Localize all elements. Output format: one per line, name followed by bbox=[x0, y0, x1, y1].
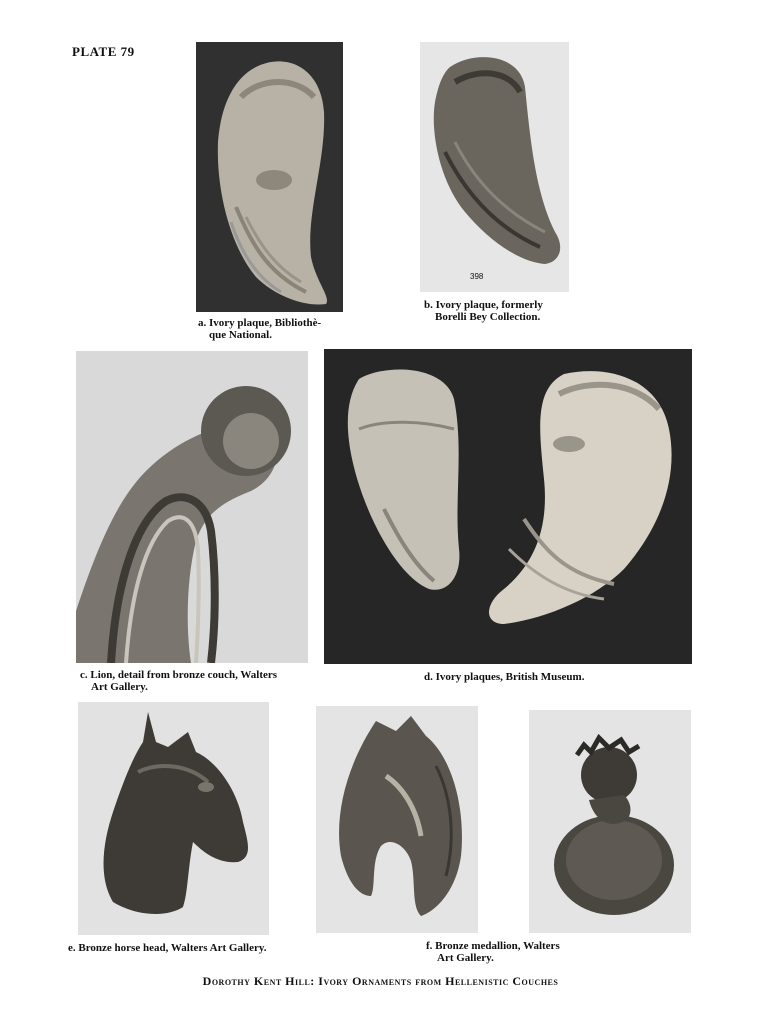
caption-b: b. Ivory plaque, formerly Borelli Bey Collection. bbox=[424, 299, 543, 323]
caption-a: a. Ivory plaque, Bibliothè- que National. bbox=[198, 317, 322, 341]
photo-f-bronze-horse-head-rear bbox=[316, 706, 478, 933]
photo-d-ivory-plaques bbox=[324, 349, 692, 664]
photo-e-bronze-horse-head bbox=[78, 702, 269, 935]
plate-number: PLATE 79 bbox=[72, 44, 135, 59]
photo-a-ivory-plaque bbox=[196, 42, 343, 312]
photo-b-number: 398 bbox=[470, 272, 484, 281]
caption-f: f. Bronze medallion, Walters Art Gallery. bbox=[426, 940, 560, 964]
caption-c: c. Lion, detail from bronze couch, Walters Art Gallery. bbox=[80, 669, 278, 693]
page-footer-title: Dorothy Kent Hill: Ivory Ornaments from Hellenistic Couches bbox=[202, 974, 559, 988]
caption-e: e. Bronze horse head, Walters Art Gallery. bbox=[68, 942, 267, 954]
photo-c-bronze-lion bbox=[76, 351, 308, 663]
photo-b-ivory-plaque bbox=[420, 42, 569, 292]
caption-d: d. Ivory plaques, British Museum. bbox=[424, 671, 585, 683]
photo-f-bronze-medallion bbox=[529, 710, 691, 933]
